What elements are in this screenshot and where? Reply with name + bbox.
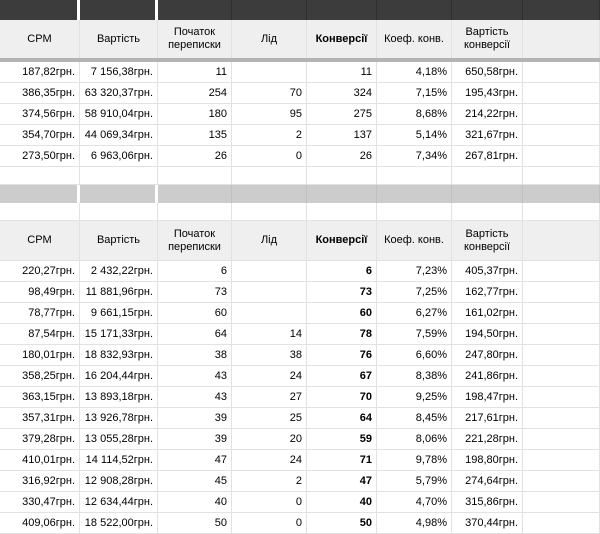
cell-cost[interactable]: 18 832,93грн. [80,345,158,366]
empty-cell[interactable] [80,167,158,185]
header-start-chat-label [168,228,221,254]
band-cell[interactable] [158,185,232,203]
cell-cpm[interactable]: 379,28грн. [0,429,80,450]
cell-conversions[interactable]: 26 [307,146,377,167]
cell-conversions[interactable]: 70 [307,387,377,408]
band-cell[interactable] [0,0,80,20]
cell-cost[interactable]: 13 893,18грн. [80,387,158,408]
cell-conv-cost[interactable]: 247,80грн. [452,345,523,366]
cell-cost[interactable]: 44 069,34грн. [80,125,158,146]
table-row [0,62,600,83]
cell-conv-rate[interactable]: 9,78% [377,450,452,471]
cell-lead[interactable] [232,282,307,303]
cell-conv-rate[interactable]: 7,25% [377,282,452,303]
header-conv-rate-label: Коеф. конв. [384,32,444,45]
cell-conversions[interactable]: 50 [307,513,377,534]
empty-cell[interactable] [452,203,523,221]
empty-cell[interactable] [523,221,600,261]
band-cell[interactable] [80,0,158,20]
cell-start-chat[interactable]: 40 [158,492,232,513]
band-cell[interactable] [232,0,307,20]
empty-cell[interactable] [523,261,600,282]
band-cell[interactable] [523,0,600,20]
table-row [0,282,600,303]
empty-cell[interactable] [80,203,158,221]
table2-body [0,261,600,534]
cell-cpm[interactable]: 180,01грн. [0,345,80,366]
empty-cell[interactable] [523,324,600,345]
header-lead-label: Лід [260,234,278,246]
empty-cell[interactable] [523,83,600,104]
cell-start-chat[interactable]: 64 [158,324,232,345]
cell-cpm[interactable]: 374,56грн. [0,104,80,125]
header-cost[interactable] [80,20,158,58]
cell-cpm[interactable]: 273,50грн. [0,146,80,167]
cell-conv-cost[interactable]: 221,28грн. [452,429,523,450]
empty-cell[interactable] [523,408,600,429]
cell-conversions[interactable]: 60 [307,303,377,324]
cell-conversions[interactable]: 76 [307,345,377,366]
cell-conv-rate[interactable]: 6,27% [377,303,452,324]
cell-lead[interactable]: 2 [232,125,307,146]
table-row [0,146,600,167]
cell-start-chat[interactable]: 73 [158,282,232,303]
cell-conversions[interactable]: 59 [307,429,377,450]
table-row [0,104,600,125]
cell-lead[interactable]: 0 [232,146,307,167]
empty-cell[interactable] [158,167,232,185]
cell-cpm[interactable]: 78,77грн. [0,303,80,324]
cell-cost[interactable]: 58 910,04грн. [80,104,158,125]
cell-conversions[interactable]: 78 [307,324,377,345]
table-row [0,450,600,471]
cell-conv-rate[interactable]: 4,18% [377,62,452,83]
table-row [0,513,600,534]
band-cell[interactable] [158,0,232,20]
cell-conversions[interactable]: 275 [307,104,377,125]
empty-cell[interactable] [232,167,307,185]
table-row [0,324,600,345]
cell-lead[interactable] [232,261,307,282]
cell-conversions[interactable]: 67 [307,366,377,387]
header-lead-label: Лід [260,32,278,45]
cell-conversions[interactable]: 47 [307,471,377,492]
table-row [0,303,600,324]
cell-cpm[interactable]: 358,25грн. [0,366,80,387]
header-lead[interactable] [232,221,307,261]
cell-conversions[interactable]: 324 [307,83,377,104]
cell-start-chat[interactable]: 6 [158,261,232,282]
empty-cell[interactable] [307,167,377,185]
cell-cpm[interactable]: 410,01грн. [0,450,80,471]
cell-conv-cost[interactable]: 217,61грн. [452,408,523,429]
cell-conversions[interactable]: 73 [307,282,377,303]
cell-conv-rate[interactable]: 5,79% [377,471,452,492]
cell-conv-cost[interactable]: 241,86грн. [452,366,523,387]
cell-conversions[interactable]: 40 [307,492,377,513]
header-conv-cost-label [464,26,510,52]
empty-cell[interactable] [523,125,600,146]
cell-start-chat[interactable]: 43 [158,366,232,387]
cell-conversions[interactable]: 11 [307,62,377,83]
table-row [0,345,600,366]
empty-cell[interactable] [523,62,600,83]
header-start-line2: переписки [168,39,221,51]
cell-cost[interactable]: 2 432,22грн. [80,261,158,282]
band-cell[interactable] [377,185,452,203]
cell-cost[interactable]: 6 963,06грн. [80,146,158,167]
cell-conversions[interactable]: 6 [307,261,377,282]
cell-lead[interactable]: 25 [232,408,307,429]
header-start-line2: переписки [168,240,221,253]
cell-conv-rate[interactable]: 6,60% [377,345,452,366]
empty-cell[interactable] [523,282,600,303]
cell-cost[interactable]: 11 881,96грн. [80,282,158,303]
header-start-chat-label [168,26,221,52]
cell-conv-rate[interactable]: 7,15% [377,83,452,104]
cell-cpm[interactable]: 316,92грн. [0,471,80,492]
cell-start-chat[interactable]: 39 [158,408,232,429]
cell-lead[interactable]: 14 [232,324,307,345]
empty-cell[interactable] [523,345,600,366]
header-conv-cost[interactable] [452,20,523,58]
cell-lead[interactable]: 38 [232,345,307,366]
empty-cell[interactable] [0,167,80,185]
empty-cell[interactable] [523,203,600,221]
header-conv-rate-label: Коеф. конв. [384,234,444,246]
cell-start-chat[interactable]: 135 [158,125,232,146]
cell-cost[interactable]: 18 522,00грн. [80,513,158,534]
blank-row [0,167,600,185]
band-cell[interactable] [0,185,80,203]
cell-conv-rate[interactable]: 8,68% [377,104,452,125]
cell-conv-cost[interactable]: 321,67грн. [452,125,523,146]
cell-conv-cost[interactable]: 198,47грн. [452,387,523,408]
empty-cell[interactable] [523,303,600,324]
empty-cell[interactable] [523,471,600,492]
cell-conv-cost[interactable]: 370,44грн. [452,513,523,534]
header-cost-label: Вартість [96,234,141,246]
cell-cpm[interactable]: 98,49грн. [0,282,80,303]
header-cpm-label: CPM [27,234,52,246]
band-cell[interactable] [452,185,523,203]
table-row [0,471,600,492]
cell-conv-rate[interactable]: 7,34% [377,146,452,167]
cell-conv-cost[interactable]: 194,50грн. [452,324,523,345]
header-conv-cost[interactable] [452,221,523,261]
cell-conv-rate[interactable]: 4,98% [377,513,452,534]
cell-conv-cost[interactable]: 267,81грн. [452,146,523,167]
table-row [0,408,600,429]
cell-conv-cost[interactable]: 161,02грн. [452,303,523,324]
header-conversions-label: Конверсії [315,234,368,246]
band-cell[interactable] [232,185,307,203]
cell-lead[interactable]: 20 [232,429,307,450]
cell-conv-rate[interactable]: 8,45% [377,408,452,429]
empty-cell[interactable] [523,366,600,387]
table1-body [0,62,600,167]
table-row [0,387,600,408]
header-conv-cost-line2: конверсії [463,240,511,253]
cell-cost[interactable]: 12 908,28грн. [80,471,158,492]
empty-cell[interactable] [158,203,232,221]
cell-start-chat[interactable]: 47 [158,450,232,471]
cell-lead[interactable]: 95 [232,104,307,125]
header-conv-cost-label [464,228,510,254]
cell-cpm[interactable]: 87,54грн. [0,324,80,345]
header-cost-label: Вартість [96,32,141,45]
cell-lead[interactable]: 24 [232,366,307,387]
cell-conv-cost[interactable]: 198,80грн. [452,450,523,471]
cell-cpm[interactable]: 363,15грн. [0,387,80,408]
table1-header-row [0,20,600,62]
cell-start-chat[interactable]: 60 [158,303,232,324]
cell-conv-cost[interactable]: 650,58грн. [452,62,523,83]
cell-lead[interactable] [232,303,307,324]
dark-band-row [0,0,600,20]
cell-cost[interactable]: 13 055,28грн. [80,429,158,450]
table-row [0,366,600,387]
cell-cpm[interactable]: 187,82грн. [0,62,80,83]
header-conv-rate[interactable] [377,221,452,261]
cell-cost[interactable]: 7 156,38грн. [80,62,158,83]
empty-cell[interactable] [523,146,600,167]
table-row [0,429,600,450]
cell-cost[interactable]: 9 661,15грн. [80,303,158,324]
cell-lead[interactable]: 27 [232,387,307,408]
cell-cost[interactable]: 15 171,33грн. [80,324,158,345]
empty-cell[interactable] [523,167,600,185]
header-conv-cost-line1: Вартість [465,227,509,240]
cell-start-chat[interactable]: 26 [158,146,232,167]
header-cpm-label: CPM [27,32,52,45]
empty-cell[interactable] [232,203,307,221]
cell-conv-cost[interactable]: 405,37грн. [452,261,523,282]
table-row [0,261,600,282]
cell-start-chat[interactable]: 43 [158,387,232,408]
empty-cell[interactable] [523,104,600,125]
header-start-line1: Початок [173,227,216,240]
cell-start-chat[interactable]: 180 [158,104,232,125]
cell-conv-rate[interactable]: 7,23% [377,261,452,282]
cell-lead[interactable] [232,62,307,83]
cell-conversions[interactable]: 71 [307,450,377,471]
band-cell[interactable] [377,0,452,20]
empty-cell[interactable] [377,203,452,221]
band-cell[interactable] [307,185,377,203]
empty-cell[interactable] [523,492,600,513]
cell-cpm[interactable]: 409,06грн. [0,513,80,534]
grey-band-row [0,185,600,203]
blank-row [0,203,600,221]
band-cell[interactable] [452,0,523,20]
cell-conv-rate[interactable]: 7,59% [377,324,452,345]
cell-cost[interactable]: 63 320,37грн. [80,83,158,104]
band-cell[interactable] [80,185,158,203]
cell-cpm[interactable]: 354,70грн. [0,125,80,146]
header-cpm[interactable] [0,221,80,261]
cell-conv-cost[interactable]: 315,86грн. [452,492,523,513]
cell-lead[interactable]: 2 [232,471,307,492]
table2-header-row [0,221,600,261]
cell-cost[interactable]: 13 926,78грн. [80,408,158,429]
header-start-chat[interactable] [158,20,232,58]
cell-cpm[interactable]: 386,35грн. [0,83,80,104]
cell-cpm[interactable]: 330,47грн. [0,492,80,513]
header-conversions-label: Конверсії [315,32,368,45]
empty-cell[interactable] [452,167,523,185]
empty-cell[interactable] [523,20,600,58]
table-row [0,83,600,104]
band-cell[interactable] [307,0,377,20]
cell-conversions[interactable]: 64 [307,408,377,429]
cell-cost[interactable]: 12 634,44грн. [80,492,158,513]
cell-conv-cost[interactable]: 274,64грн. [452,471,523,492]
cell-cost[interactable]: 16 204,44грн. [80,366,158,387]
cell-lead[interactable]: 0 [232,492,307,513]
cell-conversions[interactable]: 137 [307,125,377,146]
header-conv-cost-line2: конверсії [463,39,511,51]
cell-conv-cost[interactable]: 162,77грн. [452,282,523,303]
cell-conv-rate[interactable]: 9,25% [377,387,452,408]
header-conversions[interactable] [307,20,377,58]
empty-cell[interactable] [523,513,600,534]
header-cost[interactable] [80,221,158,261]
empty-cell[interactable] [523,450,600,471]
cell-start-chat[interactable]: 39 [158,429,232,450]
table-row [0,125,600,146]
header-conversions[interactable] [307,221,377,261]
cell-start-chat[interactable]: 11 [158,62,232,83]
header-lead[interactable] [232,20,307,58]
empty-cell[interactable] [0,203,80,221]
cell-start-chat[interactable]: 254 [158,83,232,104]
cell-lead[interactable]: 0 [232,513,307,534]
cell-conv-cost[interactable]: 195,43грн. [452,83,523,104]
header-start-line1: Початок [173,26,216,38]
cell-conv-rate[interactable]: 5,14% [377,125,452,146]
cell-lead[interactable]: 70 [232,83,307,104]
cell-conv-cost[interactable]: 214,22грн. [452,104,523,125]
header-conv-cost-line1: Вартість [465,26,509,38]
cell-start-chat[interactable]: 45 [158,471,232,492]
cell-cost[interactable]: 14 114,52грн. [80,450,158,471]
cell-conv-rate[interactable]: 8,06% [377,429,452,450]
cell-cpm[interactable]: 220,27грн. [0,261,80,282]
header-conv-rate[interactable] [377,20,452,58]
header-cpm[interactable] [0,20,80,58]
header-start-chat[interactable] [158,221,232,261]
empty-cell[interactable] [377,167,452,185]
empty-cell[interactable] [523,429,600,450]
cell-start-chat[interactable]: 38 [158,345,232,366]
empty-cell[interactable] [307,203,377,221]
table-row [0,492,600,513]
cell-cpm[interactable]: 357,31грн. [0,408,80,429]
cell-conv-rate[interactable]: 4,70% [377,492,452,513]
cell-start-chat[interactable]: 50 [158,513,232,534]
band-cell[interactable] [523,185,600,203]
cell-lead[interactable]: 24 [232,450,307,471]
empty-cell[interactable] [523,387,600,408]
cell-conv-rate[interactable]: 8,38% [377,366,452,387]
